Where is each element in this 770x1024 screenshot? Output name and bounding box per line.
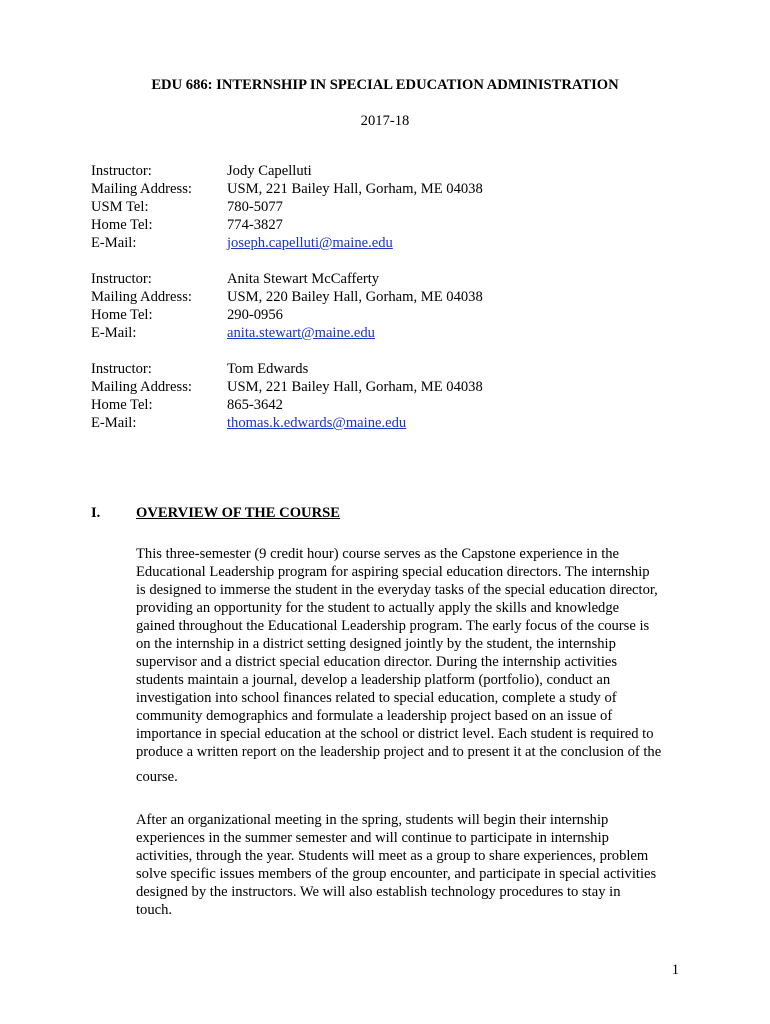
paragraph-line: on the internship in a district setting designed jointly by the student, the internship bbox=[136, 636, 616, 652]
overview-paragraph-2 bbox=[136, 811, 681, 919]
contact-row bbox=[91, 378, 483, 396]
contact-label: Instructor: bbox=[91, 271, 152, 287]
paragraph-line: experiences in the summer semester and will continue to participate in internship bbox=[136, 830, 609, 846]
home-phone: 774-3827 bbox=[227, 217, 283, 233]
paragraph-line: is designed to immerse the student in the everyday tasks of the special education director, bbox=[136, 582, 658, 598]
section-number: I. bbox=[91, 505, 101, 521]
contact-label: E-Mail: bbox=[91, 415, 137, 431]
section-heading bbox=[91, 504, 340, 522]
document-title: EDU 686: INTERNSHIP IN SPECIAL EDUCATION ADMINISTRATION bbox=[151, 77, 619, 93]
contact-row bbox=[91, 270, 483, 288]
contact-label: Home Tel: bbox=[91, 217, 153, 233]
instructor-name: Anita Stewart McCafferty bbox=[227, 271, 380, 287]
contact-label: USM Tel: bbox=[91, 199, 149, 215]
paragraph-line: This three-semester (9 credit hour) course serves as the Capstone experience in the bbox=[136, 546, 620, 562]
paragraph-line: importance in special education at the school or district level. Each student is required to bbox=[136, 726, 654, 742]
contact-label: Mailing Address: bbox=[91, 181, 192, 197]
contact-block-mccafferty bbox=[91, 270, 483, 342]
mailing-address: USM, 221 Bailey Hall, Gorham, ME 04038 bbox=[227, 181, 483, 197]
contact-label: Mailing Address: bbox=[91, 289, 192, 305]
contact-row bbox=[91, 234, 483, 252]
paragraph-line: Educational Leadership program for aspiring special education directors. The internship bbox=[136, 564, 650, 580]
contact-label: Instructor: bbox=[91, 361, 152, 377]
contact-row bbox=[91, 288, 483, 306]
contact-block-capelluti bbox=[91, 162, 483, 252]
section-title: OVERVIEW OF THE COURSE bbox=[136, 505, 340, 521]
contact-label: E-Mail: bbox=[91, 325, 137, 341]
paragraph-line: investigation into school finances related to special education, complete a study of bbox=[136, 690, 617, 706]
contact-label: Home Tel: bbox=[91, 307, 153, 323]
paragraph-line: gained throughout the Educational Leadership program. The early focus of the course is bbox=[136, 618, 650, 634]
contact-row bbox=[91, 198, 483, 216]
contact-row bbox=[91, 306, 483, 324]
contact-label: Home Tel: bbox=[91, 397, 153, 413]
contact-row bbox=[91, 180, 483, 198]
home-phone: 865-3642 bbox=[227, 397, 283, 413]
paragraph-line: produce a written report on the leadership project and to present it at the conclusion of the bbox=[136, 744, 662, 760]
email-link[interactable]: thomas.k.edwards@maine.edu bbox=[227, 415, 407, 431]
contact-label: Mailing Address: bbox=[91, 379, 192, 395]
paragraph-line: activities, through the year. Students will meet as a group to share experiences, problem bbox=[136, 848, 649, 864]
usm-phone: 780-5077 bbox=[227, 199, 283, 215]
paragraph-line: providing an opportunity for the student to actually apply the skills and knowledge bbox=[136, 600, 620, 616]
contact-row bbox=[91, 414, 483, 432]
contact-row bbox=[91, 162, 483, 180]
overview-paragraph-1 bbox=[136, 545, 681, 794]
paragraph-line: solve specific issues members of the group encounter, and participate in special activities bbox=[136, 866, 657, 882]
contact-row bbox=[91, 324, 483, 342]
instructor-name: Tom Edwards bbox=[227, 361, 309, 377]
academic-year: 2017-18 bbox=[360, 113, 410, 129]
page-number: 1 bbox=[671, 962, 679, 978]
contact-row bbox=[91, 216, 483, 234]
contact-row bbox=[91, 360, 483, 378]
paragraph-line: community demographics and formulate a leadership project based on an issue of bbox=[136, 708, 613, 724]
mailing-address: USM, 220 Bailey Hall, Gorham, ME 04038 bbox=[227, 289, 483, 305]
contact-label: E-Mail: bbox=[91, 235, 137, 251]
email-link[interactable]: anita.stewart@maine.edu bbox=[227, 325, 375, 341]
contact-label: Instructor: bbox=[91, 163, 152, 179]
contact-row bbox=[91, 396, 483, 414]
contact-block-edwards bbox=[91, 360, 483, 432]
paragraph-line: After an organizational meeting in the spring, students will begin their internship bbox=[136, 812, 609, 828]
paragraph-line: touch. bbox=[136, 902, 173, 918]
paragraph-line: designed by the instructors. We will also establish technology procedures to stay in bbox=[136, 884, 621, 900]
paragraph-line: students maintain a journal, develop a leadership platform (portfolio), conduct an bbox=[136, 672, 611, 688]
paragraph-line: supervisor and a district special education director. During the internship activities bbox=[136, 654, 618, 670]
email-link[interactable]: joseph.capelluti@maine.edu bbox=[227, 235, 393, 251]
home-phone: 290-0956 bbox=[227, 307, 283, 323]
mailing-address: USM, 221 Bailey Hall, Gorham, ME 04038 bbox=[227, 379, 483, 395]
paragraph-line: course. bbox=[136, 769, 178, 785]
instructor-name: Jody Capelluti bbox=[227, 163, 312, 179]
